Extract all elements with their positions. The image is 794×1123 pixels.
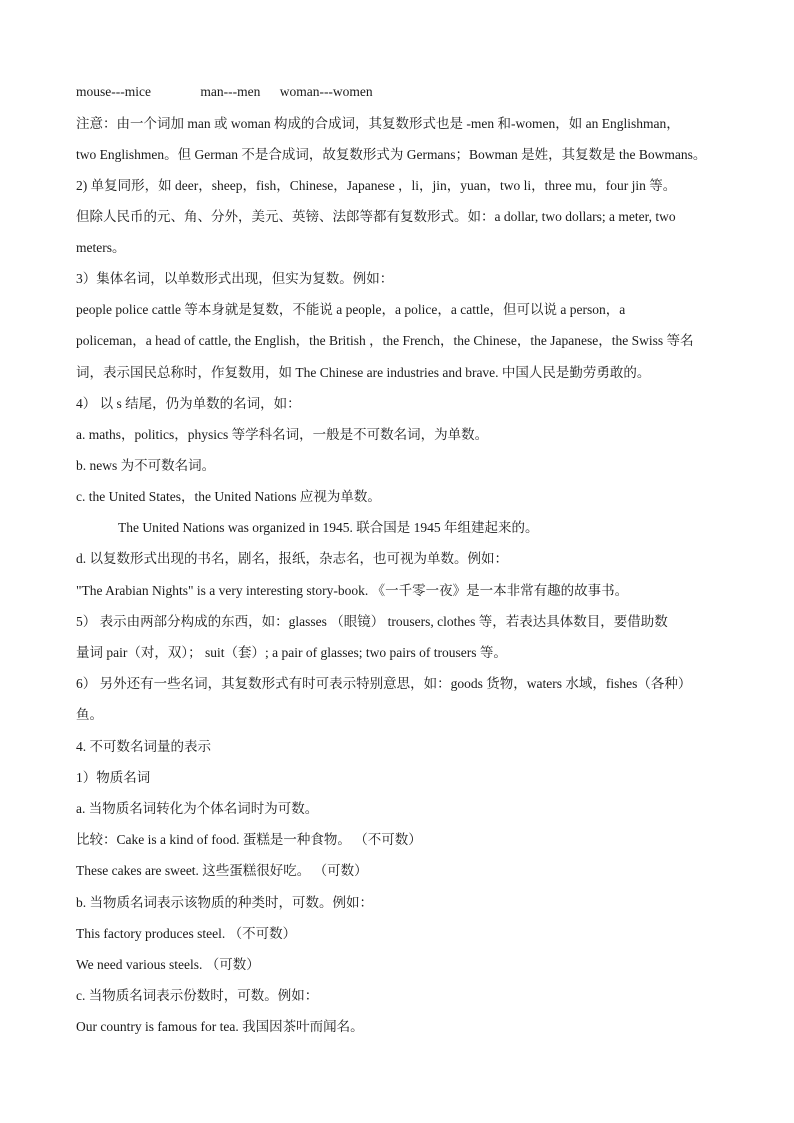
text-segment: woman---women [279, 84, 373, 99]
subsection-heading: 1）物质名词 [76, 770, 151, 785]
text-line: people police cattle 等本身就是复数，不能说 a people，a police，a cattle，但可以说 a person，a [76, 302, 626, 317]
text-line: We need various steels. （可数） [76, 957, 260, 972]
text-line: d. 以复数形式出现的书名，剧名，报纸，杂志名，也可视为单数。例如： [76, 551, 508, 566]
text-line: 5） 表示由两部分构成的东西，如：glasses （眼镜） trousers, clothes 等，若表达具体数目，要借助数 [76, 614, 668, 629]
text-line: 量词 pair（对，双）； suit（套）; a pair of glasses; two pairs of trousers 等。 [76, 645, 507, 660]
text-line: 4） 以 s 结尾，仍为单数的名词，如： [76, 396, 301, 411]
text-line: These cakes are sweet. 这些蛋糕很好吃。 （可数） [76, 863, 368, 878]
text-line [76, 82, 726, 102]
text-segment: man---men [200, 84, 261, 99]
text-line: b. 当物质名词表示该物质的种类时，可数。例如： [76, 895, 373, 910]
text-line: a. maths，politics，physics 等学科名词，一般是不可数名词，为单数。 [76, 427, 489, 442]
text-line: The United Nations was organized in 1945. 联合国是 1945 年组建起来的。 [118, 520, 539, 535]
text-line: 但除人民币的元、角、分外，美元、英镑、法郎等都有复数形式。如：a dollar, two dollars; a meter, two [76, 209, 676, 224]
text-line: 3）集体名词，以单数形式出现，但实为复数。例如： [76, 271, 394, 286]
text-line: 鱼。 [76, 707, 103, 722]
section-heading: 4. 不可数名词量的表示 [76, 739, 211, 754]
text-line: 2) 单复同形，如 deer，sheep，fish，Chinese，Japanese ，li，jin，yuan，two li，three mu，four jin 等。 [76, 178, 677, 193]
text-line: meters。 [76, 240, 126, 255]
text-line: c. the United States，the United Nations 应视为单数。 [76, 489, 381, 504]
text-segment: mouse---mice [76, 84, 151, 99]
text-line: 6） 另外还有一些名词，其复数形式有时可表示特别意思，如：goods 货物，waters 水域，fishes（各种） [76, 676, 692, 691]
text-line: a. 当物质名词转化为个体名词时为可数。 [76, 801, 319, 816]
text-line: c. 当物质名词表示份数时，可数。例如： [76, 988, 319, 1003]
text-line: policeman，a head of cattle, the English，the British ，the French，the Chinese，the Japanese，the Swiss 等名 [76, 333, 694, 348]
text-line: Our country is famous for tea. 我国因茶叶而闻名。 [76, 1019, 364, 1034]
text-line: two Englishmen。但 German 不是合成词，故复数形式为 Germans；Bowman 是姓，其复数是 the Bowmans。 [76, 147, 707, 162]
text-line: 比较：Cake is a kind of food. 蛋糕是一种食物。 （不可数） [76, 832, 422, 847]
text-line: b. news 为不可数名词。 [76, 458, 216, 473]
text-line: 词，表示国民总称时，作复数用，如 The Chinese are industries and brave. 中国人民是勤劳勇敢的。 [76, 365, 651, 380]
text-line: "The Arabian Nights" is a very interesting story-book. 《一千零一夜》是一本非常有趣的故事书。 [76, 583, 629, 598]
text-line: This factory produces steel. （不可数） [76, 926, 297, 941]
text-line: 注意：由一个词加 man 或 woman 构成的合成词，其复数形式也是 -men 和-women，如 an Englishman， [76, 116, 680, 131]
